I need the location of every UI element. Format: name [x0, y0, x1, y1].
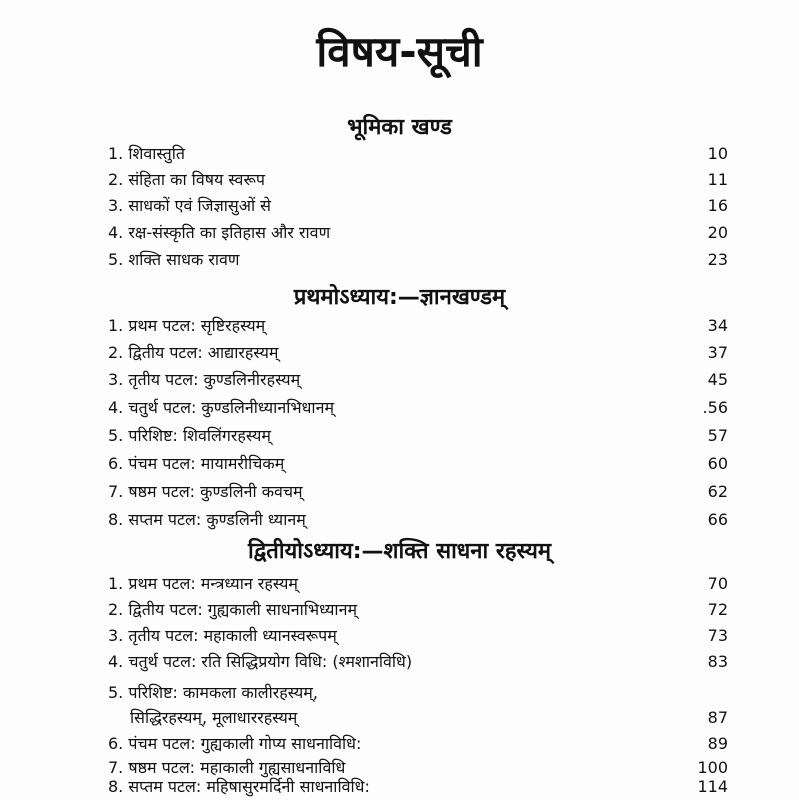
- toc-row: [108, 247, 728, 273]
- toc-page-number: 34: [707, 316, 728, 335]
- toc-entry-title: 3. तृतीय पटल: कुण्डलिनीरहस्यम्: [108, 370, 301, 389]
- toc-entry-title: 1. शिवास्तुति: [108, 144, 186, 163]
- toc-row: [108, 423, 728, 449]
- toc-page-number: 73: [707, 626, 728, 645]
- toc-row: [108, 597, 728, 623]
- toc-entry-title: 4. रक्ष-संस्कृति का इतिहास और रावण: [108, 223, 331, 242]
- toc-page-number: 16: [707, 196, 728, 215]
- toc-page-number: 70: [707, 574, 728, 593]
- toc-row: [108, 571, 728, 597]
- toc-page-number: 11: [707, 170, 728, 189]
- toc-row: [108, 141, 728, 167]
- toc-row: [108, 649, 728, 675]
- toc-page-number: 60: [707, 454, 728, 473]
- toc-row: [108, 340, 728, 366]
- toc-page-number: 100: [697, 758, 728, 777]
- toc-row: [108, 193, 728, 219]
- toc-page-number: 20: [707, 223, 728, 242]
- toc-row: [108, 220, 728, 246]
- toc-page-number: 23: [707, 250, 728, 269]
- toc-row: [108, 731, 728, 757]
- toc-page-number: 83: [707, 652, 728, 671]
- toc-entry-title: 8. सप्तम पटल: महिषासुरमर्दिनी साधनाविधि:: [108, 777, 370, 796]
- toc-entry-title: 5. परिशिष्ट: कामकला कालीरहस्यम्,: [108, 683, 318, 702]
- toc-row: [108, 395, 728, 421]
- toc-entry-title: 7. षष्ठम पटल: महाकाली गुह्यसाधनाविधि: [108, 758, 346, 777]
- section-heading-bhumika: भूमिका खण्ड: [347, 115, 452, 140]
- toc-entry-title: 1. प्रथम पटल: मन्त्रध्यान रहस्यम्: [108, 574, 298, 593]
- toc-entry-title: 2. द्वितीय पटल: गुह्यकाली साधनाभिध्यानम्: [108, 600, 358, 619]
- toc-page-number: .56: [702, 398, 728, 417]
- toc-page-number: 37: [707, 343, 728, 362]
- toc-row: [108, 313, 728, 339]
- toc-page-number: 89: [707, 734, 728, 753]
- page-title: विषय-सूची: [316, 27, 483, 76]
- toc-entry-title: 6. पंचम पटल: गुह्यकाली गोप्य साधनाविधि:: [108, 734, 362, 753]
- toc-page-number: 45: [707, 370, 728, 389]
- toc-page-number: 87: [707, 708, 728, 727]
- section-heading-prathama: प्रथमोऽध्याय:—ज्ञानखण्डम्: [293, 285, 506, 310]
- toc-entry-title: 8. सप्तम पटल: कुण्डलिनी ध्यानम्: [108, 510, 306, 529]
- toc-entry-title: 4. चतुर्थ पटल: रति सिद्धिप्रयोग विधि: (श्मशानविधि): [108, 652, 413, 671]
- toc-entry-title: 3. साधकों एवं जिज्ञासुओं से: [108, 196, 271, 215]
- toc-entry-title: 4. चतुर्थ पटल: कुण्डलिनीध्यानभिधानम्: [108, 398, 335, 417]
- toc-page-number: 10: [707, 144, 728, 163]
- toc-entry-title: 2. संहिता का विषय स्वरूप: [108, 170, 265, 189]
- toc-entry-title: 1. प्रथम पटल: सृष्टिरहस्यम्: [108, 316, 266, 335]
- toc-row: [108, 167, 728, 193]
- toc-entry-title: 5. शक्ति साधक रावण: [108, 250, 240, 269]
- toc-row: [108, 705, 728, 731]
- toc-row: [108, 507, 728, 533]
- toc-page-number: 66: [707, 510, 728, 529]
- section-heading-dvitiya: द्वितीयोऽध्याय:—शक्ति साधना रहस्यम्: [247, 539, 552, 564]
- toc-page-number: 72: [707, 600, 728, 619]
- toc-entry-title: 3. तृतीय पटल: महाकाली ध्यानस्वरूपम्: [108, 626, 337, 645]
- toc-entry-title: 6. पंचम पटल: मायामरीचिकम्: [108, 454, 285, 473]
- toc-row: [108, 623, 728, 649]
- toc-page-number: 57: [707, 426, 728, 445]
- toc-row: [108, 451, 728, 477]
- toc-entry-title-continued: सिद्धिरहस्यम्, मूलाधाररहस्यम्: [130, 708, 298, 727]
- toc-row: [108, 680, 728, 706]
- toc-row: [108, 774, 728, 800]
- toc-entry-title: 7. षष्ठम पटल: कुण्डलिनी कवचम्: [108, 482, 303, 501]
- toc-page-number: 114: [697, 777, 728, 796]
- toc-entry-title: 2. द्वितीय पटल: आद्यारहस्यम्: [108, 343, 279, 362]
- toc-row: [108, 479, 728, 505]
- toc-entry-title: 5. परिशिष्ट: शिवलिंगरहस्यम्: [108, 426, 272, 445]
- toc-row: [108, 367, 728, 393]
- toc-page-number: 62: [707, 482, 728, 501]
